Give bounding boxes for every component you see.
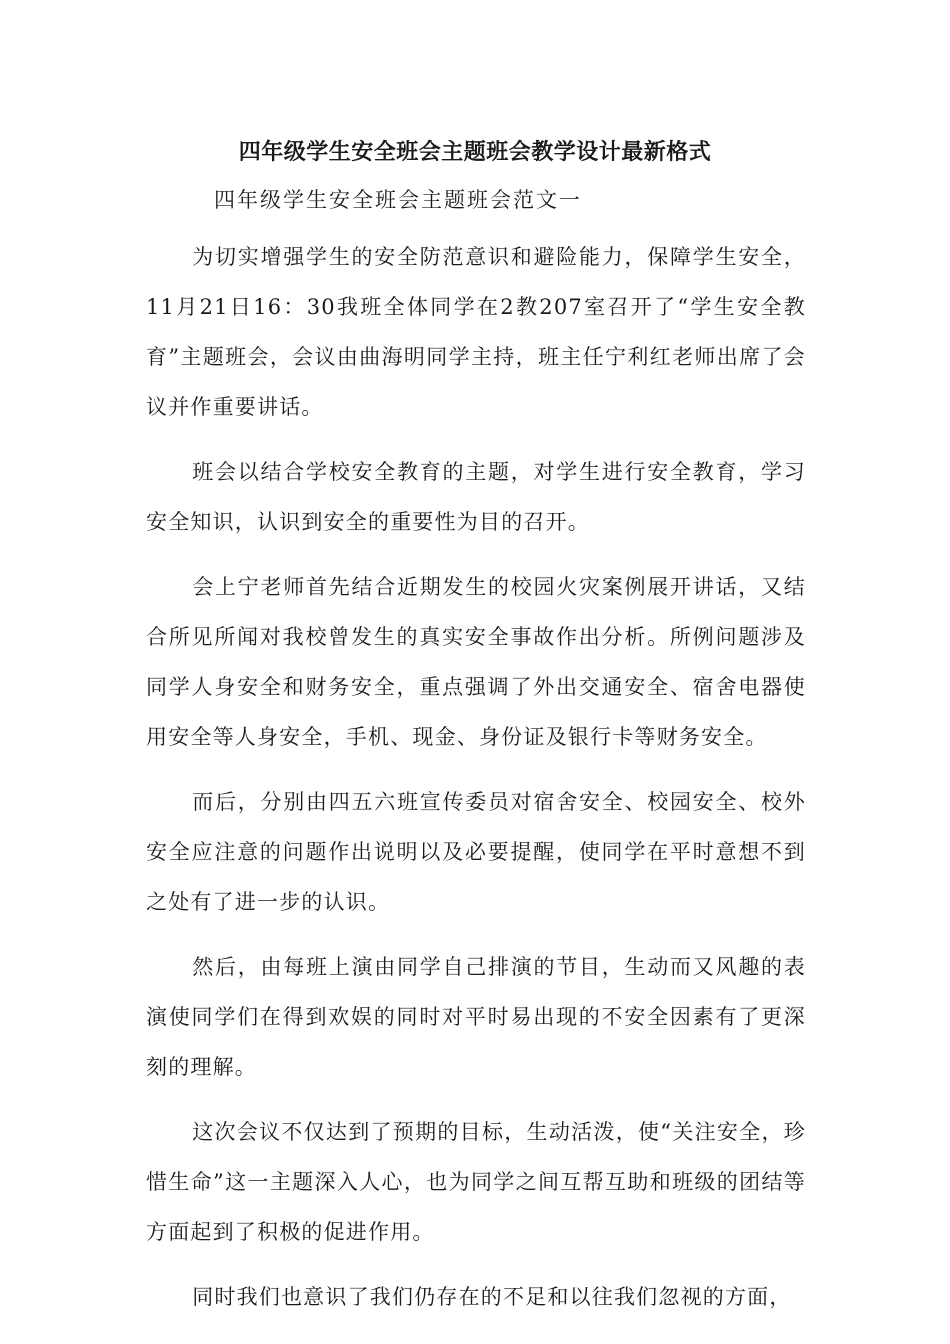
document-body — [146, 232, 806, 1337]
document-subtitle: 四年级学生安全班会主题班会范文一 — [214, 188, 582, 212]
paragraph-7: 同时我们也意识了我们仍存在的不足和以往我们忽视的方面， — [192, 1285, 792, 1309]
paragraph-1: 为切实增强学生的安全防范意识和避险能力，保障学生安全，11月21日16：30我班全体同学在2教207室召开了“学生安全教育”主题班会，会议由曲海明同学主持，班主任宁利红老师出席了会议并作重要讲话。 — [146, 245, 806, 419]
paragraph-6: 这次会议不仅达到了预期的目标，生动活泼，使“关注安全，珍惜生命”这一主题深入人心，也为同学之间互帮互助和班级的团结等方面起到了积极的促进作用。 — [146, 1120, 806, 1244]
document-title: 四年级学生安全班会主题班会教学设计最新格式 — [238, 140, 712, 165]
paragraph-3: 会上宁老师首先结合近期发生的校园火灾案例展开讲话，又结合所见所闻对我校曾发生的真实安全事故作出分析。所例问题涉及同学人身安全和财务安全，重点强调了外出交通安全、宿舍电器使用安全等人身安全，手机、现金、身份证及银行卡等财务安全。 — [146, 575, 806, 749]
paragraph-4: 而后，分别由四五六班宣传委员对宿舍安全、校园安全、校外安全应注意的问题作出说明以及必要提醒，使同学在平时意想不到之处有了进一步的认识。 — [146, 790, 806, 914]
paragraph-2: 班会以结合学校安全教育的主题，对学生进行安全教育，学习安全知识，认识到安全的重要性为目的召开。 — [146, 460, 806, 534]
paragraph-5: 然后，由每班上演由同学自己排演的节目，生动而又风趣的表演使同学们在得到欢娱的同时对平时易出现的不安全因素有了更深刻的理解。 — [146, 955, 806, 1079]
